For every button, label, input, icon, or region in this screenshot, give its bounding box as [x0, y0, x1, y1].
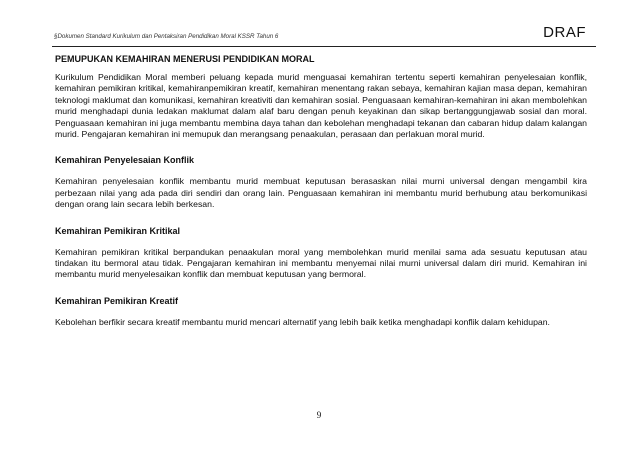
draft-label: DRAF	[543, 24, 586, 41]
section-pemupukan-kemahiran	[55, 53, 587, 140]
section-paragraph: Kebolehan berfikir secara kreatif membantu murid mencari alternatif yang lebih baik ketika menghadapi konflik dalam kehidupan.	[55, 316, 550, 327]
section-paragraph: Kemahiran pemikiran kritikal berpandukan penaakulan moral yang membolehkan murid menilai sama ada sesuatu keputusan atau tindakan itu bermoral atau tidak. Pengajaran kemahiran ini membantu menyemai nilai murni universal dalam diri murid. Kemahiran ini membantu murid menyelesaikan konflik dan membuat keputusan yang bermoral.	[55, 246, 587, 280]
page-header	[52, 24, 596, 46]
section-heading: Kemahiran Pemikiran Kreatif	[55, 295, 179, 306]
section-pemikiran-kritikal	[55, 225, 587, 281]
document-title: §Dokumen Standard Kurikulum dan Pentaksiran Pendidikan Moral KSSR Tahun 6	[54, 33, 279, 40]
page-number: 9	[316, 410, 322, 420]
section-paragraph: Kurikulum Pendidikan Moral memberi peluang kepada murid menguasai kemahiran tertentu seperti kemahiran penyelesaian konflik, kemahiran pemikiran kritikal, kemahiranpemikiran kreatif, kemahiran menentang rakan sebaya, kemahiran kajian masa depan, kemahiran teknologi maklumat dan komunikasi, kemahiran kreativiti dan kemahiran sosial. Penguasaan kemahiran-kemahiran ini akan membolehkan murid menghadapi dunia ledakan maklumat dalam alaf baru dengan penuh keyakinan dan sikap bertanggungjawab sosial dan moral. Penguasaan kemahiran ini juga membantu membina daya tahan dan kebolehan menghadapi tekanan dan cabaran hidup dalam kalangan murid. Pengajaran kemahiran ini memupuk dan merangsang penaakulan, perasaan dan perlakuan moral murid.	[55, 72, 587, 140]
section-pemikiran-kreatif	[55, 295, 587, 328]
section-paragraph: Kemahiran penyelesaian konflik membantu murid membuat keputusan berasaskan nilai murni universal dengan mengambil kira perbezaan nilai yang ada pada diri sendiri dan orang lain. Penguasaan kemahiran ini membantu murid berhubung atau berkomunikasi dengan orang lain secara lebih berkesan.	[55, 176, 587, 210]
document-body	[55, 53, 587, 328]
section-heading: PEMUPUKAN KEMAHIRAN MENERUSI PENDIDIKAN MORAL	[55, 54, 315, 64]
section-penyelesaian-konflik	[55, 154, 587, 210]
section-heading: Kemahiran Pemikiran Kritikal	[55, 225, 181, 236]
section-heading: Kemahiran Penyelesaian Konflik	[55, 155, 195, 166]
header-divider	[52, 46, 596, 47]
